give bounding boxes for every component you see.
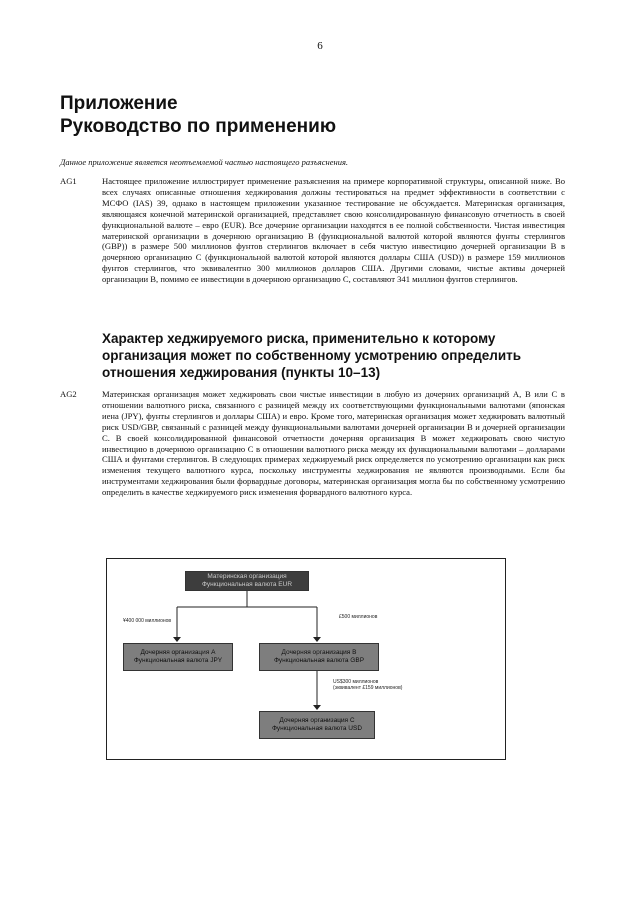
paragraph-text-ag2: Материнская организация может хеджировать свои чистые инвестиции в любую из дочерних организаций А, В или С в отношении валютного риска, связанного с разницей между их соответствующими функциональными валютами (японская иена (JPY), фунты стерлингов и доллары США) и евро. Кроме того, материнская организация может хеджировать валютный риск USD/GBP, связанный с разницей между функциональными валютами дочерней организации В и дочерней организации С. В своей консолидированной финансовой отчетности дочерняя организация В может хеджировать свою чистую инвестицию в дочернюю организацию С в отношении валютного риска между их функциональными валютами – долларами США и фунтами стерлингов. В следующих примерах хеджируемый риск определяется по усмотрению организации как риск изменения текущего валютного курса, поскольку инструменты хеджирования не являются производными. Если бы инструментами хеджирования были форвардные договоры, материнская организация могла бы по собственному усмотрению определить в качестве хеджируемого риск изменения форвардного валютного курса. (102, 389, 565, 498)
subsidiary-c-currency: Функциональная валюта USD (271, 725, 363, 732)
subsidiary-b-box (259, 643, 379, 671)
edge-label-c (333, 679, 402, 691)
subsidiary-b-name: Дочерняя организация В (281, 649, 357, 656)
arrow-to-c (313, 705, 321, 710)
paragraph-ag1 (60, 176, 565, 285)
page-title (60, 92, 336, 138)
title-line-2: Руководство по применению (60, 116, 337, 137)
group-structure-diagram (106, 558, 506, 760)
subsidiary-c-box (259, 711, 375, 739)
subsidiary-a-name: Дочерняя организация А (140, 649, 216, 656)
edge-label-b: £500 миллионов (339, 614, 378, 620)
page-number: 6 (317, 40, 323, 52)
section-heading: Характер хеджируемого риска, применительно к которому организация может по собственному усмотрению определить отношения хеджирования (пункты 10–13) (102, 331, 522, 380)
subsidiary-c-name: Дочерняя организация С (279, 717, 355, 724)
arrow-to-b (313, 637, 321, 642)
intro-note: Данное приложение является неотъемлемой частью настоящего разъяснения. (60, 157, 349, 167)
edge-label-c-amount: US$300 миллионов (333, 679, 379, 685)
parent-entity-name: Материнская организация (207, 573, 287, 580)
paragraph-ag2 (60, 389, 565, 498)
subsidiary-b-currency: Функциональная валюта GBP (273, 657, 365, 664)
subsidiary-a-box (123, 643, 233, 671)
paragraph-text-ag1: Настоящее приложение иллюстрирует применение разъяснения на примере корпоративной структуры, описанной ниже. Во всех случаях описанные отношения хеджирования должны тестироваться на предмет эффективности в соответствии с МСФО (IAS) 39, однако в настоящем приложении указанное тестирование не обсуждается. Материнская организация, являющаяся конечной материнской организацией, представляет свою консолидированную финансовую отчетность в своей функциональной валюте – евро (EUR). Все дочерние организации находятся в ее полной собственности. Чистая инвестиция материнской организации в дочернюю организацию В (функциональной валютой которой являются фунты стерлингов (GBP)) в размере 500 миллионов фунтов стерлингов включает в себя чистую инвестицию дочерней организации В в дочернюю организацию С (функциональной валютой которой являются доллары США (USD)) в размере 159 миллионов фунтов стерлингов, что эквивалентно 300 миллионов долларов США. Другими словами, чистые активы дочерней организации В, помимо ее инвестиции в дочернюю организацию С, составляют 341 миллион фунтов стерлингов. (102, 176, 565, 285)
parent-entity-box (185, 571, 309, 591)
edge-label-c-equivalent: (эквивалент £159 миллионов) (333, 685, 403, 691)
paragraph-label-ag2: AG2 (60, 389, 77, 399)
parent-entity-currency: Функциональная валюта EUR (201, 581, 293, 588)
arrow-to-a (173, 637, 181, 642)
edge-label-a: ¥400 000 миллионов (123, 618, 172, 624)
subsidiary-a-currency: Функциональная валюта JPY (133, 657, 223, 664)
title-line-1: Приложение (60, 93, 178, 114)
paragraph-label-ag1: AG1 (60, 176, 77, 186)
